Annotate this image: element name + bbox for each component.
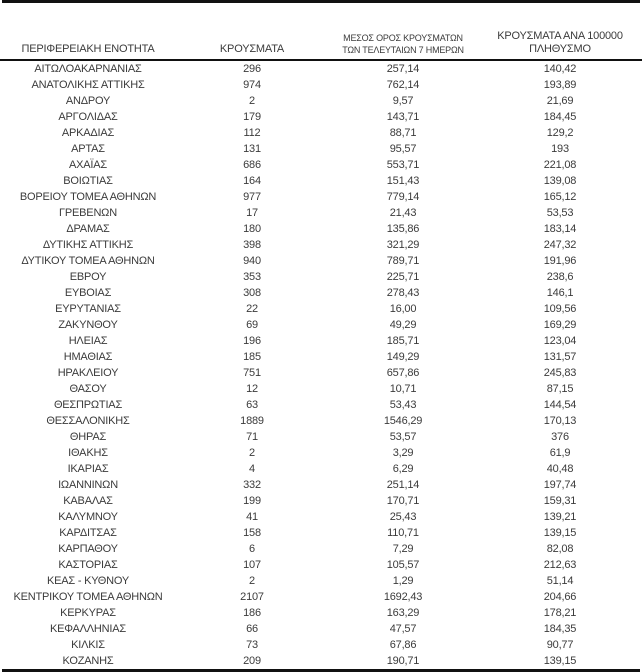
cell-per100k: 129,2: [546, 127, 574, 139]
cell-cases: 308: [243, 287, 261, 299]
cell-per100k: 193,89: [543, 79, 577, 91]
cell-per100k: 247,32: [543, 239, 577, 251]
cell-avg7days: 21,43: [389, 207, 417, 219]
cell-region: ΚΑΡΔΙΤΣΑΣ: [59, 527, 117, 539]
cell-per100k: 245,83: [543, 367, 577, 379]
cell-region: ΚΑΣΤΟΡΙΑΣ: [58, 559, 118, 571]
cell-cases: 12: [246, 383, 258, 395]
cell-per100k: 123,04: [543, 335, 577, 347]
table-row: [0, 109, 642, 125]
cell-per100k: 140,42: [543, 63, 577, 75]
cell-region: ΔΥΤΙΚΗΣ ΑΤΤΙΚΗΣ: [42, 239, 134, 251]
cell-avg7days: 170,71: [386, 495, 420, 507]
table-row: [0, 285, 642, 301]
cell-avg7days: 151,43: [386, 175, 420, 187]
cell-region: ΑΡΚΑΔΙΑΣ: [61, 127, 115, 139]
table-row: [0, 653, 642, 669]
column-header-avg7days-line2: ΤΩΝ ΤΕΛΕΥΤΑΙΩΝ 7 ΗΜΕΡΩΝ: [342, 45, 464, 55]
cell-per100k: 170,13: [543, 415, 577, 427]
cell-avg7days: 149,29: [386, 351, 420, 363]
cell-avg7days: 1692,43: [383, 591, 423, 603]
cell-avg7days: 278,43: [386, 287, 420, 299]
cell-region: ΑΝΑΤΟΛΙΚΗΣ ΑΤΤΙΚΗΣ: [31, 79, 145, 91]
cell-region: ΔΡΑΜΑΣ: [66, 223, 110, 235]
cell-region: ΚΕΡΚΥΡΑΣ: [60, 607, 116, 619]
cell-per100k: 184,35: [543, 623, 577, 635]
table-row: [0, 173, 642, 189]
cell-cases: 1889: [240, 415, 264, 427]
cell-cases: 71: [246, 431, 258, 443]
cell-cases: 41: [246, 511, 258, 523]
table-row: [0, 333, 642, 349]
cell-cases: 6: [249, 543, 255, 555]
cell-region: ΖΑΚΥΝΘΟΥ: [58, 319, 118, 331]
table-row: [0, 605, 642, 621]
cell-avg7days: 1,29: [392, 575, 414, 587]
table-row: [0, 381, 642, 397]
cell-avg7days: 1546,29: [383, 415, 423, 427]
cell-region: ΕΒΡΟΥ: [69, 271, 107, 283]
cell-cases: 2: [249, 95, 255, 107]
cell-region: ΑΙΤΩΛΟΑΚΑΡΝΑΝΙΑΣ: [34, 63, 142, 75]
cell-avg7days: 49,29: [389, 319, 417, 331]
table-row: [0, 509, 642, 525]
table-row: [0, 237, 642, 253]
cell-region: ΒΟΡΕΙΟΥ ΤΟΜΕΑ ΑΘΗΝΩΝ: [19, 191, 157, 203]
cell-cases: 131: [243, 143, 261, 155]
table-row: [0, 301, 642, 317]
column-header-per100k: [478, 3, 642, 60]
cell-cases: 179: [243, 111, 261, 123]
cell-region: ΑΝΔΡΟΥ: [65, 95, 111, 107]
column-header-avg7days: [328, 3, 478, 60]
cell-region: ΚΑΡΠΑΘΟΥ: [58, 543, 118, 555]
table-row: [0, 205, 642, 221]
cell-cases: 209: [243, 655, 261, 667]
cell-avg7days: 185,71: [386, 335, 420, 347]
cell-per100k: 169,29: [543, 319, 577, 331]
column-header-per100k-line2: ΠΛΗΘΥΣΜΟ: [529, 43, 591, 55]
cell-region: ΑΧΑΪΑΣ: [68, 159, 107, 171]
cell-per100k: 61,9: [549, 447, 571, 459]
cell-avg7days: 53,57: [389, 431, 417, 443]
cell-avg7days: 321,29: [386, 239, 420, 251]
cell-cases: 185: [243, 351, 261, 363]
cell-per100k: 146,1: [546, 287, 574, 299]
cell-per100k: 87,15: [546, 383, 574, 395]
table-row: [0, 413, 642, 429]
cell-avg7days: 135,86: [386, 223, 420, 235]
cell-avg7days: 6,29: [392, 463, 414, 475]
cell-per100k: 212,63: [543, 559, 577, 571]
cell-cases: 2107: [240, 591, 264, 603]
column-header-cases: [176, 3, 328, 60]
table-row: [0, 525, 642, 541]
cell-avg7days: 16,00: [389, 303, 417, 315]
cell-region: ΙΘΑΚΗΣ: [68, 447, 108, 459]
table-header: [0, 3, 642, 60]
cell-region: ΘΕΣΣΑΛΟΝΙΚΗΣ: [46, 415, 130, 427]
cell-per100k: 144,54: [543, 399, 577, 411]
table-row: [0, 477, 642, 493]
cell-per100k: 51,14: [546, 575, 574, 587]
table-row: [0, 589, 642, 605]
cell-cases: 2: [249, 447, 255, 459]
cell-avg7days: 143,71: [386, 111, 420, 123]
table-row: [0, 253, 642, 269]
cell-cases: 199: [243, 495, 261, 507]
cell-avg7days: 3,29: [392, 447, 414, 459]
table-row: [0, 60, 642, 77]
cell-region: ΒΟΙΩΤΙΑΣ: [63, 175, 113, 187]
cell-avg7days: 163,29: [386, 607, 420, 619]
cell-region: ΗΜΑΘΙΑΣ: [63, 351, 113, 363]
cell-avg7days: 7,29: [392, 543, 414, 555]
cell-cases: 17: [246, 207, 258, 219]
cell-avg7days: 779,14: [386, 191, 420, 203]
cell-region: ΗΛΕΙΑΣ: [68, 335, 108, 347]
cell-avg7days: 789,71: [386, 255, 420, 267]
header-row: [0, 3, 642, 60]
cell-avg7days: 10,71: [389, 383, 417, 395]
table-row: [0, 573, 642, 589]
table-row: [0, 77, 642, 93]
cell-cases: 112: [243, 127, 261, 139]
cell-cases: 332: [243, 479, 261, 491]
cell-avg7days: 53,43: [389, 399, 417, 411]
cell-per100k: 21,69: [546, 95, 574, 107]
cell-region: ΕΥΡΥΤΑΝΙΑΣ: [55, 303, 121, 315]
cell-cases: 69: [246, 319, 258, 331]
cell-cases: 180: [243, 223, 261, 235]
table-row: [0, 637, 642, 653]
cell-region: ΔΥΤΙΚΟΥ ΤΟΜΕΑ ΑΘΗΝΩΝ: [21, 255, 155, 267]
cell-per100k: 178,21: [543, 607, 577, 619]
column-header-per100k-line1: ΚΡΟΥΣΜΑΤΑ ΑΝΑ 100000: [497, 30, 623, 42]
cell-cases: 158: [243, 527, 261, 539]
cell-avg7days: 657,86: [386, 367, 420, 379]
cell-region: ΚΙΛΚΙΣ: [71, 639, 105, 651]
cell-per100k: 139,15: [543, 655, 577, 667]
cell-region: ΚΟΖΑΝΗΣ: [62, 655, 114, 667]
cell-per100k: 139,15: [543, 527, 577, 539]
table-row: [0, 125, 642, 141]
table-row: [0, 157, 642, 173]
cell-avg7days: 9,57: [392, 95, 414, 107]
cell-cases: 974: [243, 79, 261, 91]
cell-avg7days: 110,71: [387, 527, 419, 539]
cell-per100k: 90,77: [546, 639, 574, 651]
cell-per100k: 159,31: [543, 495, 577, 507]
cell-region: ΚΑΛΥΜΝΟΥ: [58, 511, 118, 523]
cell-per100k: 131,57: [543, 351, 577, 363]
cell-cases: 353: [243, 271, 261, 283]
cell-region: ΚΑΒΑΛΑΣ: [63, 495, 113, 507]
cell-avg7days: 553,71: [386, 159, 420, 171]
cell-cases: 164: [243, 175, 261, 187]
cell-cases: 4: [249, 463, 255, 475]
cell-cases: 63: [246, 399, 258, 411]
column-header-avg7days-line1: ΜΕΣΟΣ ΟΡΟΣ ΚΡΟΥΣΜΑΤΩΝ: [343, 33, 463, 43]
cell-per100k: 109,56: [543, 303, 577, 315]
table-row: [0, 221, 642, 237]
cell-region: ΚΕΑΣ - ΚΥΘΝΟΥ: [46, 575, 130, 587]
cell-cases: 66: [246, 623, 258, 635]
cell-region: ΙΚΑΡΙΑΣ: [67, 463, 109, 475]
cell-per100k: 204,66: [543, 591, 577, 603]
table-row: [0, 349, 642, 365]
cell-per100k: 191,96: [543, 255, 577, 267]
cell-cases: 186: [243, 607, 261, 619]
cell-region: ΙΩΑΝΝΙΝΩΝ: [58, 479, 118, 491]
cell-region: ΑΡΓΟΛΙΔΑΣ: [58, 111, 118, 123]
table-row: [0, 445, 642, 461]
cell-avg7days: 88,71: [389, 127, 417, 139]
table-row: [0, 365, 642, 381]
table-row: [0, 141, 642, 157]
cell-cases: 2: [249, 575, 255, 587]
column-header-cases-label: ΚΡΟΥΣΜΑΤΑ: [219, 43, 285, 55]
cell-cases: 686: [243, 159, 261, 171]
cell-region: ΕΥΒΟΙΑΣ: [64, 287, 112, 299]
cell-avg7days: 67,86: [389, 639, 417, 651]
table-row: [0, 189, 642, 205]
table-body: [0, 60, 642, 669]
cell-avg7days: 25,43: [389, 511, 417, 523]
cell-per100k: 82,08: [546, 543, 574, 555]
table-row: [0, 621, 642, 637]
cell-cases: 751: [243, 367, 261, 379]
cell-avg7days: 225,71: [386, 271, 420, 283]
cell-region: ΚΕΦΑΛΛΗΝΙΑΣ: [49, 623, 127, 635]
cell-per100k: 193: [551, 143, 569, 155]
cell-per100k: 238,6: [546, 271, 574, 283]
cell-avg7days: 251,14: [386, 479, 420, 491]
cell-per100k: 197,74: [543, 479, 577, 491]
cell-avg7days: 762,14: [386, 79, 420, 91]
cell-avg7days: 190,71: [386, 655, 420, 667]
cell-region: ΑΡΤΑΣ: [71, 143, 105, 155]
cell-per100k: 165,12: [543, 191, 577, 203]
cell-avg7days: 257,14: [386, 63, 420, 75]
cell-per100k: 53,53: [546, 207, 574, 219]
cell-cases: 107: [243, 559, 261, 571]
cell-per100k: 184,45: [543, 111, 577, 123]
cell-per100k: 183,14: [543, 223, 577, 235]
cell-region: ΓΡΕΒΕΝΩΝ: [59, 207, 117, 219]
cell-cases: 296: [243, 63, 261, 75]
cell-per100k: 40,48: [546, 463, 574, 475]
table-row: [0, 429, 642, 445]
cell-region: ΘΗΡΑΣ: [69, 431, 107, 443]
cell-cases: 977: [243, 191, 261, 203]
cell-per100k: 139,08: [543, 175, 577, 187]
cell-cases: 73: [246, 639, 258, 651]
cell-avg7days: 95,57: [389, 143, 417, 155]
cell-per100k: 139,21: [543, 511, 577, 523]
cell-region: ΘΕΣΠΡΩΤΙΑΣ: [53, 399, 123, 411]
cell-per100k: 221,08: [543, 159, 577, 171]
cases-table: [0, 3, 642, 669]
cell-cases: 22: [246, 303, 258, 315]
table-row: [0, 93, 642, 109]
cell-per100k: 376: [551, 431, 569, 443]
column-header-region: [0, 3, 176, 60]
table-row: [0, 541, 642, 557]
cell-region: ΗΡΑΚΛΕΙΟΥ: [57, 367, 119, 379]
cell-region: ΚΕΝΤΡΙΚΟΥ ΤΟΜΕΑ ΑΘΗΝΩΝ: [13, 591, 163, 603]
cell-avg7days: 105,57: [386, 559, 420, 571]
cell-cases: 398: [243, 239, 261, 251]
table-row: [0, 317, 642, 333]
table-row: [0, 493, 642, 509]
cell-cases: 940: [243, 255, 261, 267]
cell-cases: 196: [243, 335, 261, 347]
table-row: [0, 557, 642, 573]
column-header-region-label: ΠΕΡΙΦΕΡΕΙΑΚΗ ΕΝΟΤΗΤΑ: [21, 43, 155, 55]
table-row: [0, 461, 642, 477]
cell-region: ΘΑΣΟΥ: [69, 383, 107, 395]
table-row: [0, 269, 642, 285]
table-row: [0, 397, 642, 413]
cell-avg7days: 47,57: [389, 623, 417, 635]
